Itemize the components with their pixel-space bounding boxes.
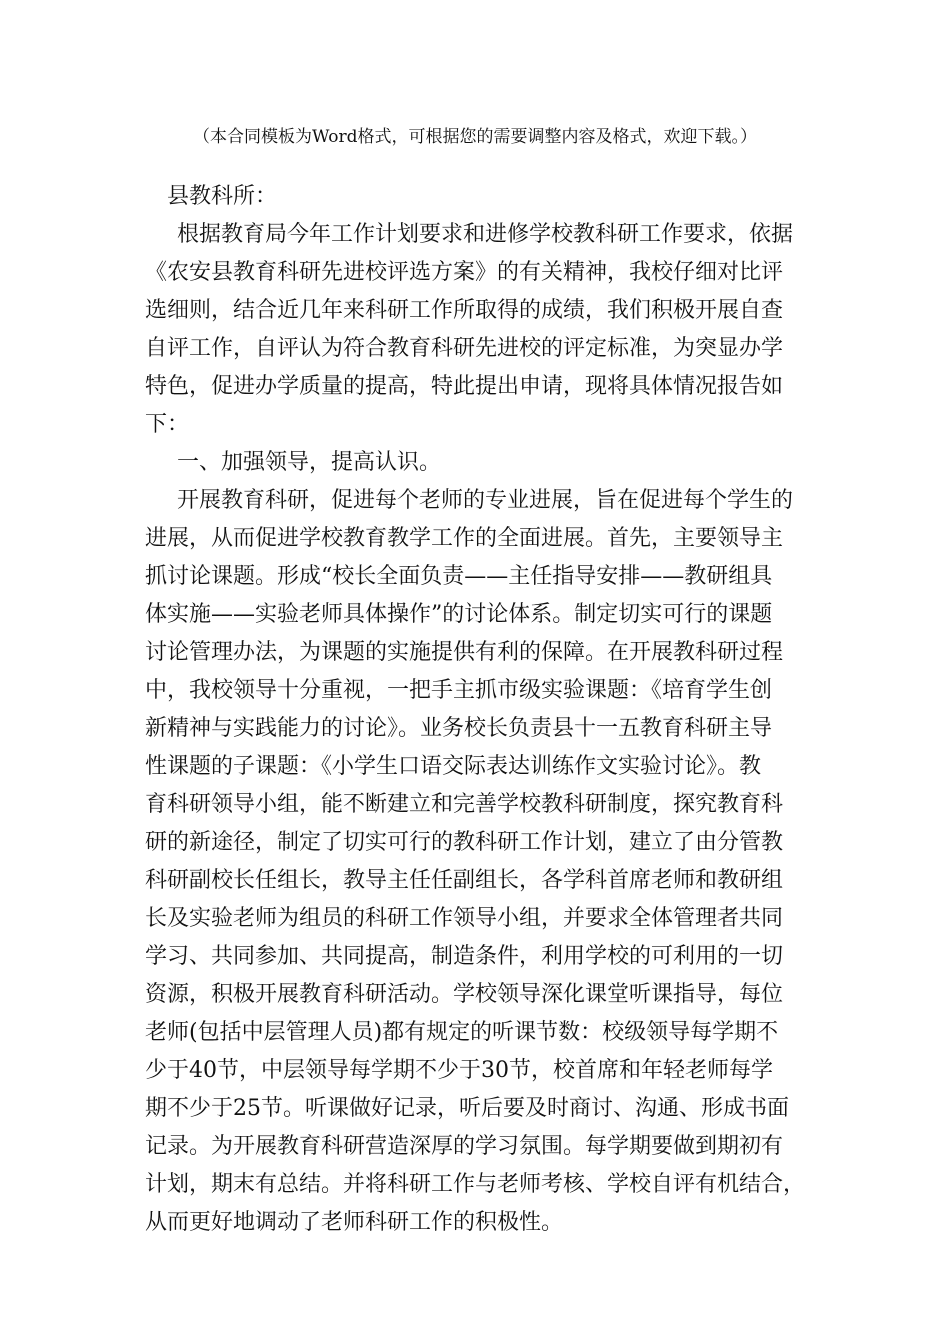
body-line: 特色，促进办学质量的提高，特此提出申请，现将具体情况报告如	[145, 374, 784, 399]
body-line: 开展教育科研，促进每个老师的专业进展，旨在促进每个学生的	[177, 488, 794, 513]
body-line: 根据教育局今年工作计划要求和进修学校教科研工作要求，依据	[177, 222, 794, 247]
body-line: 选细则，结合近几年来科研工作所取得的成绩，我们积极开展自查	[145, 298, 784, 323]
body-line: 抓讨论课题。形成“校长全面负责——主任指导安排——教研组具	[145, 564, 773, 589]
body-line: 下：	[145, 412, 190, 437]
body-line: 学习、共同参加、共同提高，制造条件，利用学校的可利用的一切	[145, 944, 784, 969]
body-line: 计划，期末有总结。并将科研工作与老师考核、学校自评有机结合，	[145, 1172, 806, 1197]
body-line: 进展，从而促进学校教育教学工作的全面进展。首先，主要领导主	[145, 526, 784, 551]
body-line: 长及实验老师为组员的科研工作领导小组，并要求全体管理者共同	[145, 906, 784, 931]
body-line: 中，我校领导十分重视，一把手主抓市级实验课题：《培育学生创	[145, 678, 773, 703]
body-line: 性课题的子课题：《小学生口语交际表达训练作文实验讨论》。教	[145, 754, 762, 779]
body-line: 体实施——实验老师具体操作”的讨论体系。制定切实可行的课题	[145, 602, 773, 627]
body-line: 老师(包括中层管理人员)都有规定的听课节数：校级领导每学期不	[145, 1020, 779, 1045]
body-line: 育科研领导小组，能不断建立和完善学校教科研制度，探究教育科	[145, 792, 784, 817]
body-line: 科研副校长任组长，教导主任任副组长，各学科首席老师和教研组	[145, 868, 784, 893]
letter-body	[145, 178, 810, 1242]
body-line: 自评工作，自评认为符合教育科研先进校的评定标准，为突显办学	[145, 336, 784, 361]
body-line: 一、加强领导，提高认识。	[177, 450, 442, 475]
body-line: 研的新途径，制定了切实可行的教科研工作计划，建立了由分管教	[145, 830, 784, 855]
body-line: 资源，积极开展教育科研活动。学校领导深化课堂听课指导，每位	[145, 982, 784, 1007]
body-line: 从而更好地调动了老师科研工作的积极性。	[145, 1210, 564, 1235]
body-line: 新精神与实践能力的讨论》。业务校长负责县十一五教育科研主导	[145, 716, 773, 741]
template-notice: （本合同模板为Word格式，可根据您的需要调整内容及格式，欢迎下载。）	[192, 127, 758, 147]
body-line: 《农安县教育科研先进校评选方案》的有关精神，我校仔细对比评	[145, 260, 784, 285]
letter-lines	[145, 216, 810, 1242]
body-line: 记录。为开展教育科研营造深厚的学习氛围。每学期要做到期初有	[145, 1134, 784, 1159]
salutation: 县教科所：	[167, 184, 278, 209]
body-line: 讨论管理办法，为课题的实施提供有利的保障。在开展教科研过程	[145, 640, 784, 665]
body-line: 少于40节，中层领导每学期不少于30节，校首席和年轻老师每学	[145, 1058, 773, 1083]
body-line: 期不少于25节。听课做好记录，听后要及时商讨、沟通、形成书面	[145, 1096, 789, 1121]
